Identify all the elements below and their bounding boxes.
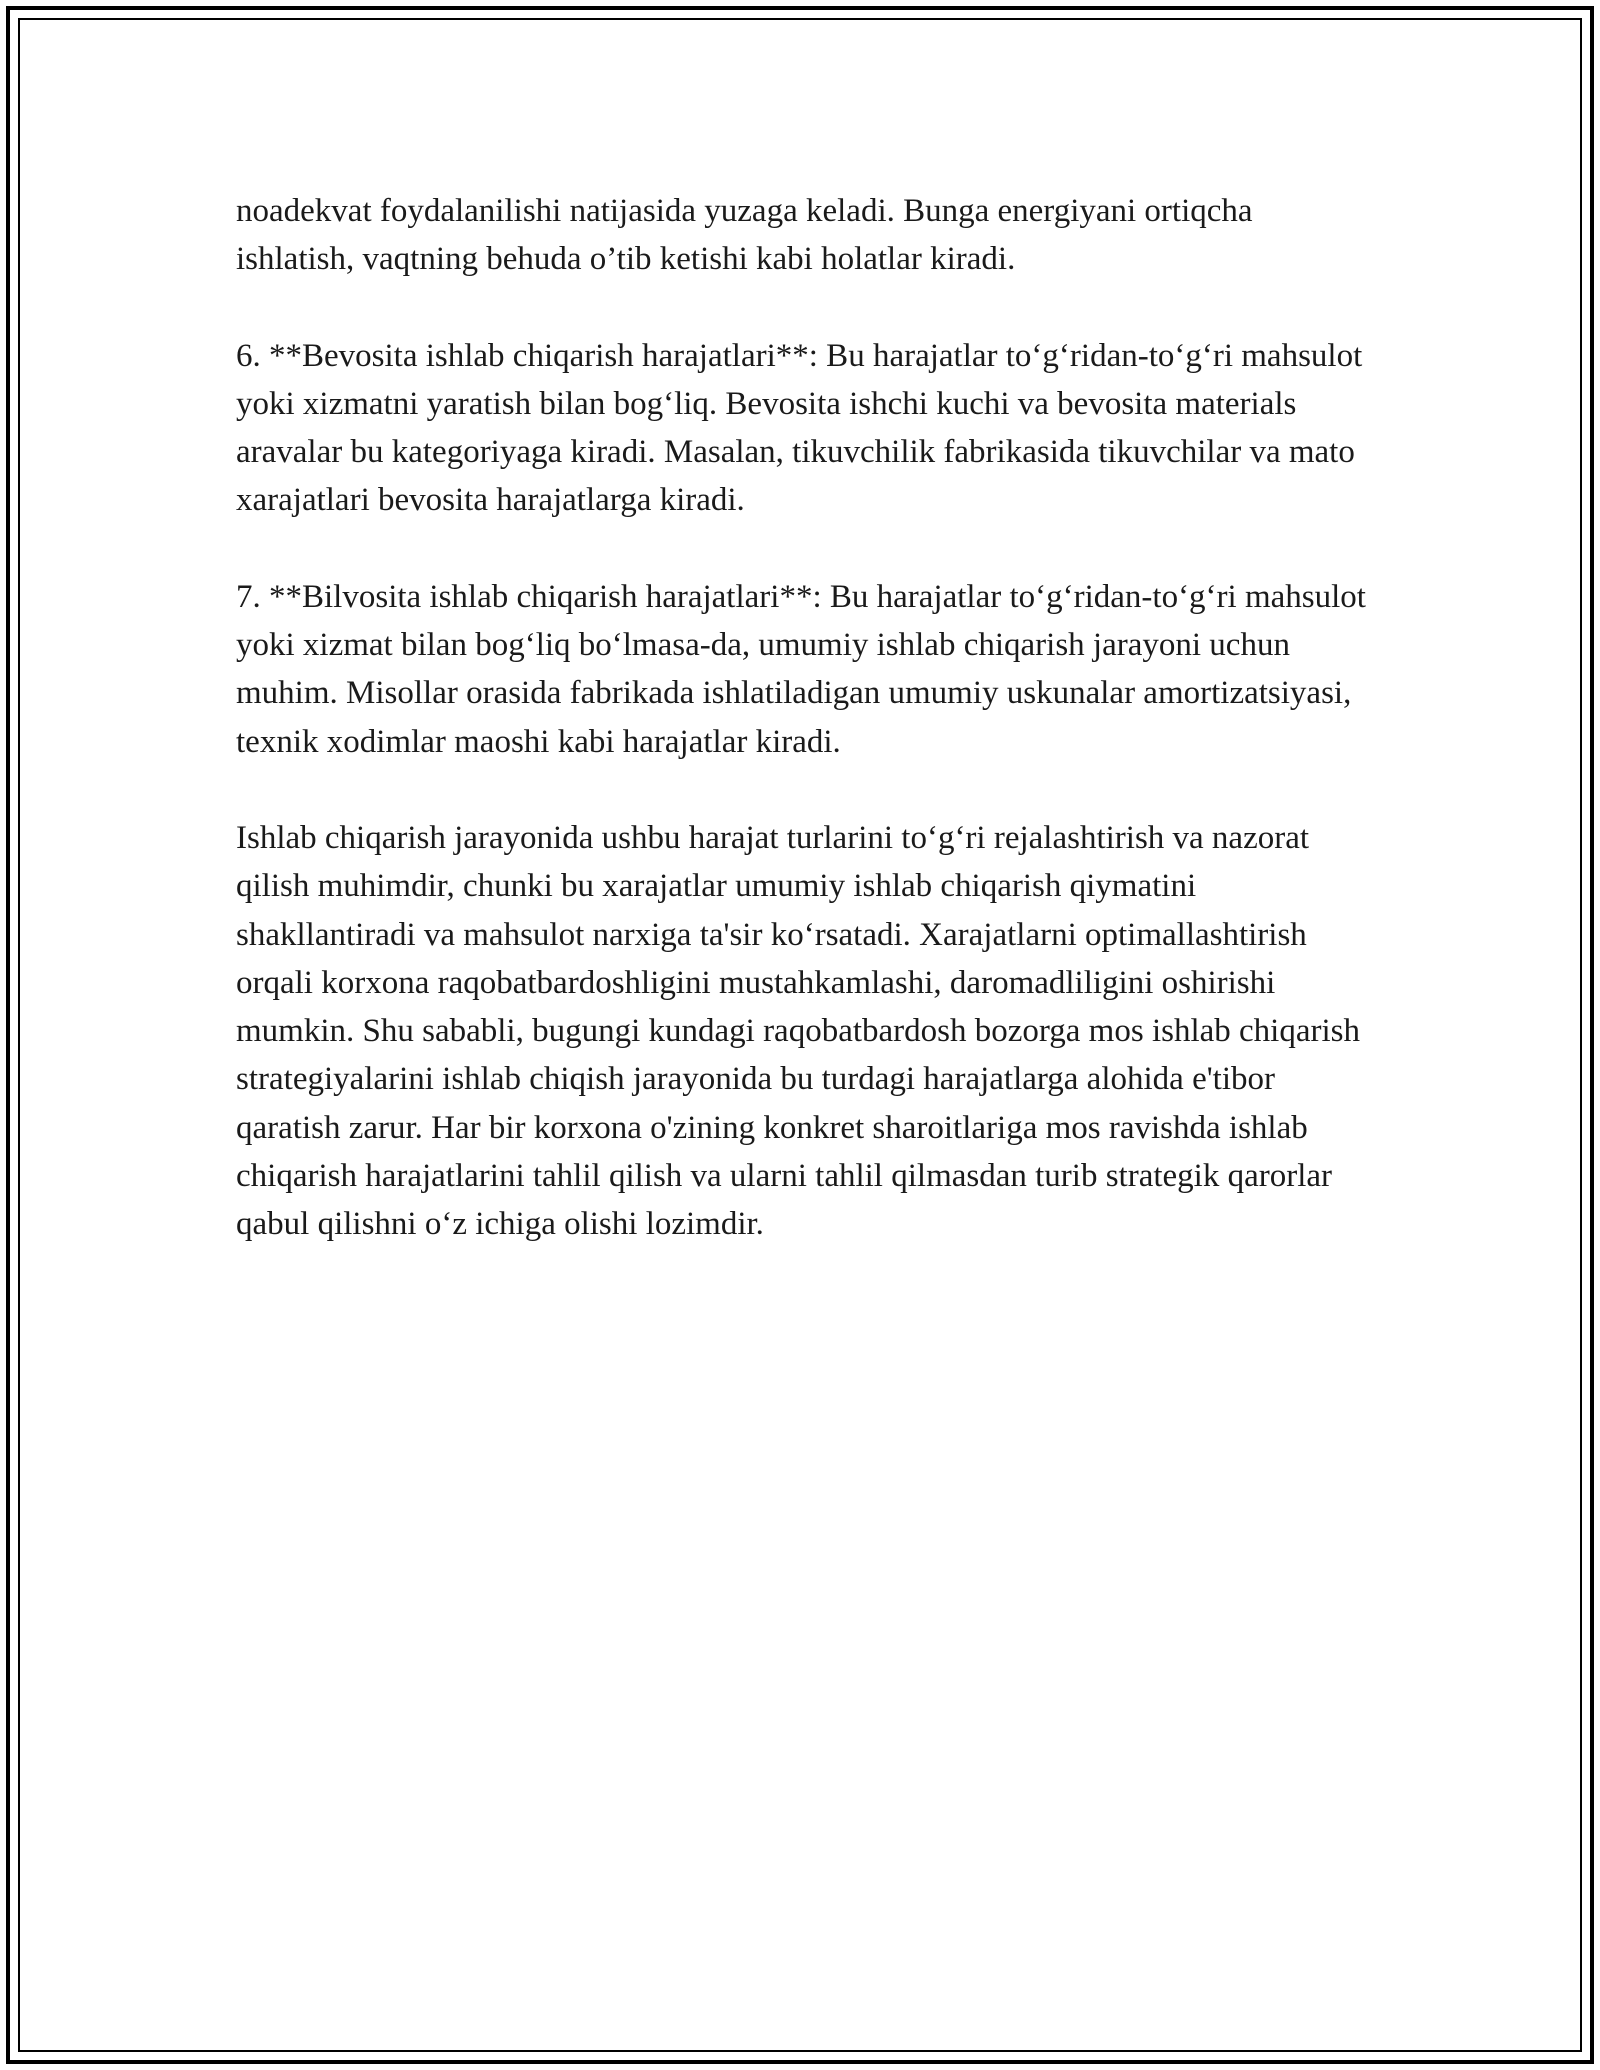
- paragraph-continuation: noadekvat foydalanilishi natijasida yuzaga keladi. Bunga energiyani ortiqcha ishlatish, vaqtning behuda o’tib ketishi kabi holatlar kiradi.: [236, 193, 1253, 278]
- paragraph-conclusion: Ishlab chiqarish jarayonida ushbu harajat turlarini to‘g‘ri rejalashtirish va nazorat qilish muhimdir, chunki bu xarajatlar umumiy ishlab chiqarish qiymatini shakllantiradi va mahsulot narxiga ta'sir ko‘rsatadi. Xarajatlarni optimallashtirish orqali korxona raqobatbardoshligini mustahkamlashi, daromadliligini oshirishi mumkin. Shu sababli, bugungi kundagi raqobatbardosh bozorga mos ishlab chiqarish strategiyalarini ishlab chiqish jarayonida bu turdagi harajatlarga alohida e'tibor qaratish zarur. Har bir korxona o'zining konkret sharoitlariga mos ravishda ishlab chiqarish harajatlarini tahlil qilish va ularni tahlil qilmasdan turib strategik qarorlar qabul qilishni o‘z ichiga olishi lozimdir.: [236, 819, 1360, 1243]
- paragraph-indirect-costs: 7. **Bilvosita ishlab chiqarish harajatlari**: Bu harajatlar to‘g‘ridan-to‘g‘ri mahsulot yoki xizmat bilan bog‘liq bo‘lmasa-da, umumiy ishlab chiqarish jarayoni uchun muhim. Misollar orasida fabrikada ishlatiladigan umumiy uskunalar amortizatsiyasi, texnik xodimlar maoshi kabi harajatlar kiradi.: [236, 578, 1366, 760]
- paragraph-direct-costs: 6. **Bevosita ishlab chiqarish harajatlari**: Bu harajatlar to‘g‘ridan-to‘g‘ri mahsulot yoki xizmatni yaratish bilan bog‘liq. Bevosita ishchi kuchi va bevosita materials aravalar bu kategoriyaga kiradi. Masalan, tikuvchilik fabrikasida tikuvchilar va mato xarajatlari bevosita harajatlarga kiradi.: [236, 337, 1363, 519]
- document-body: [236, 187, 1376, 1297]
